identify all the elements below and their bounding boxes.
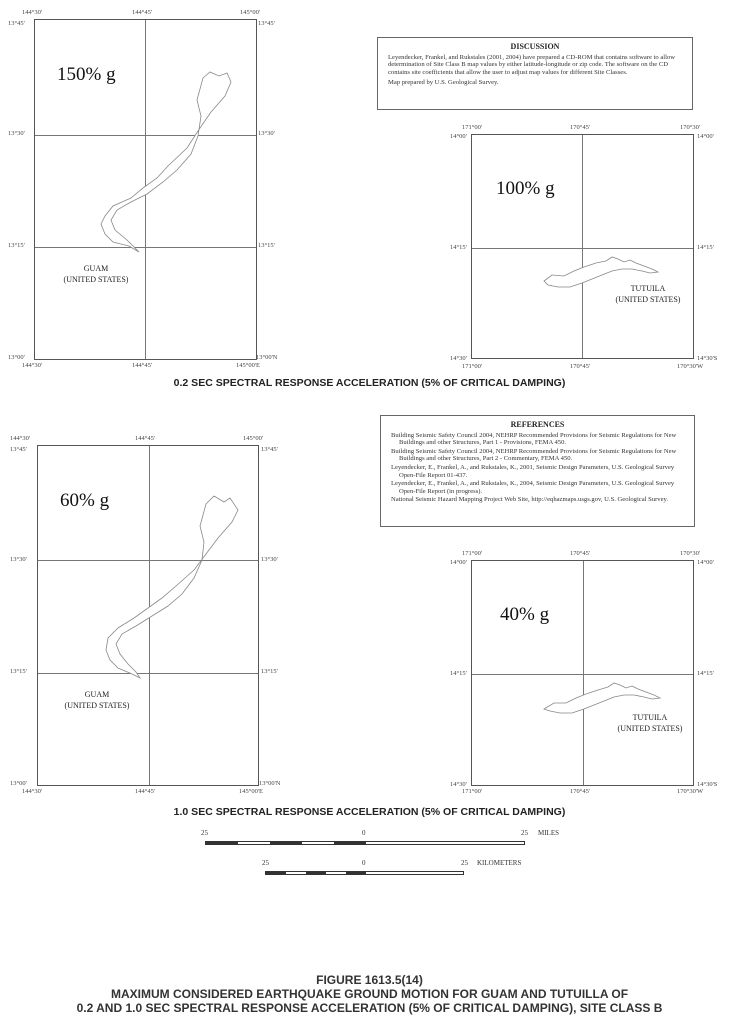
top-tick: 144°45' xyxy=(135,435,156,442)
right-tick: 14°30'S xyxy=(697,355,718,362)
left-tick: 13°30' xyxy=(8,130,25,137)
right-tick: 13°45' xyxy=(258,20,275,27)
tutuila-island-outline xyxy=(472,135,695,360)
top-tick: 171°00' xyxy=(462,124,483,131)
scale-miles-unit: MILES xyxy=(538,829,559,837)
guam-map-bottom xyxy=(37,445,259,786)
left-tick: 14°15' xyxy=(450,244,467,251)
scale-segment xyxy=(346,872,366,874)
island-country: (UNITED STATES) xyxy=(63,275,129,284)
scale-km-mid: 0 xyxy=(362,859,366,867)
left-tick: 13°00' xyxy=(10,780,27,787)
left-tick: 14°00' xyxy=(450,559,467,566)
scale-miles-left: 25 xyxy=(201,829,208,837)
bottom-tick: 144°45' xyxy=(132,362,153,369)
top-tick: 145°00' xyxy=(243,435,264,442)
discussion-paragraph: Leyendecker, Frankel, and Rukstales (2001, 2004) have prepared a CD-ROM that contains software to allow determination of Site Class B map values by either latitude-longitude or zip code. The software on the CD contains site coefficients that allow the user to adjust map values for different Site Classes. xyxy=(388,53,676,76)
discussion-credit: Map prepared by U.S. Geological Survey. xyxy=(388,79,499,87)
scale-km-left: 25 xyxy=(262,859,269,867)
scale-segment xyxy=(266,872,286,874)
scale-segment xyxy=(206,842,238,844)
percent-g-label: 100% g xyxy=(496,178,555,199)
left-tick: 13°15' xyxy=(10,668,27,675)
tutuila-label xyxy=(608,283,688,305)
right-tick: 13°15' xyxy=(258,242,275,249)
right-tick: 14°15' xyxy=(697,670,714,677)
island-country: (UNITED STATES) xyxy=(64,701,130,710)
left-tick: 13°30' xyxy=(10,556,27,563)
right-tick: 14°00' xyxy=(697,133,714,140)
top-tick: 170°45' xyxy=(570,550,591,557)
scale-bar-miles xyxy=(205,841,525,845)
right-tick: 13°00'N xyxy=(259,780,281,787)
references-box xyxy=(380,415,695,527)
scale-km-unit: KILOMETERS xyxy=(477,859,522,867)
figure-caption xyxy=(0,973,739,1015)
tutuila-map-top xyxy=(471,134,694,359)
bottom-tick: 144°30' xyxy=(22,362,43,369)
top-tick: 170°45' xyxy=(570,124,591,131)
right-tick: 13°30' xyxy=(258,130,275,137)
discussion-heading: DISCUSSION xyxy=(510,42,560,51)
island-name: GUAM xyxy=(84,690,110,699)
reference-item: National Seismic Hazard Mapping Project Web Site, http://eqhazmaps.usgs.gov, U.S. Geological Survey. xyxy=(391,496,669,504)
bottom-tick: 145°00'E xyxy=(236,362,260,369)
guam-island-outline xyxy=(35,20,258,361)
top-tick: 144°30' xyxy=(10,435,31,442)
figure-title-line2: 0.2 AND 1.0 SEC SPECTRAL RESPONSE ACCELERATION (5% OF CRITICAL DAMPING), SITE CLASS B xyxy=(76,1001,663,1015)
guam-map-top xyxy=(34,19,257,360)
discussion-box xyxy=(377,37,693,110)
reference-item: Building Seismic Safety Council 2004, NEHRP Recommended Provisions for Seismic Regulations for New Buildings and other Structures, Part 2 - Commentary, FEMA 450. xyxy=(391,447,677,463)
bottom-tick: 170°45' xyxy=(570,788,591,795)
left-tick: 13°15' xyxy=(8,242,25,249)
left-tick: 14°15' xyxy=(450,670,467,677)
top-tick: 170°30' xyxy=(680,550,701,557)
bottom-tick: 171°00' xyxy=(462,363,483,370)
guam-island-outline xyxy=(38,446,260,787)
reference-item: Leyendecker, E., Frankel, A., and Rukstales, K., 2004, Seismic Design Parameters, U.S. Geological Survey Open-File Report (in progress). xyxy=(391,480,675,495)
island-name: TUTUILA xyxy=(630,284,666,293)
reference-item: Building Seismic Safety Council 2004, NEHRP Recommended Provisions for Seismic Regulations for New Buildings and other Structures, Part 1 - Provisions, FEMA 450. xyxy=(391,431,677,447)
island-country: (UNITED STATES) xyxy=(617,724,683,733)
left-tick: 13°00' xyxy=(8,354,25,361)
bottom-tick: 144°45' xyxy=(135,788,156,795)
scale-miles-right: 25 xyxy=(521,829,528,837)
top-tick: 171°00' xyxy=(462,550,483,557)
left-tick: 14°00' xyxy=(450,133,467,140)
scale-segment xyxy=(270,842,302,844)
island-name: TUTUILA xyxy=(632,713,668,722)
scale-segment xyxy=(334,842,366,844)
bottom-tick: 170°45' xyxy=(570,363,591,370)
guam-label xyxy=(51,263,141,285)
percent-g-label: 150% g xyxy=(57,64,116,85)
right-tick: 14°15' xyxy=(697,244,714,251)
scale-bar-km xyxy=(265,871,464,875)
tutuila-label xyxy=(610,712,690,734)
bottom-tick: 170°30'W xyxy=(677,788,704,795)
reference-item: Leyendecker, E., Frankel, A., and Rukstales, K., 2001, Seismic Design Parameters, U.S. Geological Survey Open-File Report 01-437. xyxy=(391,463,675,479)
right-tick: 13°45' xyxy=(261,446,278,453)
references-heading: REFERENCES xyxy=(510,420,565,429)
guam-label xyxy=(52,689,142,711)
figure-number: FIGURE 1613.5(14) xyxy=(316,973,423,987)
top-tick: 145°00' xyxy=(240,9,261,16)
right-tick: 13°15' xyxy=(261,668,278,675)
top-tick: 170°30' xyxy=(680,124,701,131)
top-tick: 144°45' xyxy=(132,9,153,16)
left-tick: 13°45' xyxy=(8,20,25,27)
left-tick: 14°30' xyxy=(450,781,467,788)
percent-g-label: 60% g xyxy=(60,490,110,511)
tutuila-island-outline xyxy=(472,561,695,787)
scale-km-right: 25 xyxy=(461,859,468,867)
percent-g-label: 40% g xyxy=(500,604,550,625)
bottom-tick: 171°00' xyxy=(462,788,483,795)
island-name: GUAM xyxy=(83,264,109,273)
scale-segment xyxy=(306,872,326,874)
right-tick: 14°00' xyxy=(697,559,714,566)
top-tick: 144°30' xyxy=(22,9,43,16)
bottom-tick: 170°30'W xyxy=(677,363,704,370)
right-tick: 14°30'S xyxy=(697,781,718,788)
bottom-tick: 144°30' xyxy=(22,788,43,795)
figure-title-line1: MAXIMUM CONSIDERED EARTHQUAKE GROUND MOTION FOR GUAM AND TUTUILLA OF xyxy=(110,987,629,1001)
scale-miles-mid: 0 xyxy=(362,829,366,837)
tutuila-map-bottom xyxy=(471,560,694,786)
left-tick: 13°45' xyxy=(10,446,27,453)
bottom-tick: 145°00'E xyxy=(239,788,263,795)
right-tick: 13°00'N xyxy=(256,354,278,361)
right-tick: 13°30' xyxy=(261,556,278,563)
section-title-bottom: 1.0 SEC SPECTRAL RESPONSE ACCELERATION (5% OF CRITICAL DAMPING) xyxy=(173,806,566,818)
section-title-top: 0.2 SEC SPECTRAL RESPONSE ACCELERATION (5% OF CRITICAL DAMPING) xyxy=(173,377,566,389)
island-country: (UNITED STATES) xyxy=(615,295,681,304)
left-tick: 14°30' xyxy=(450,355,467,362)
